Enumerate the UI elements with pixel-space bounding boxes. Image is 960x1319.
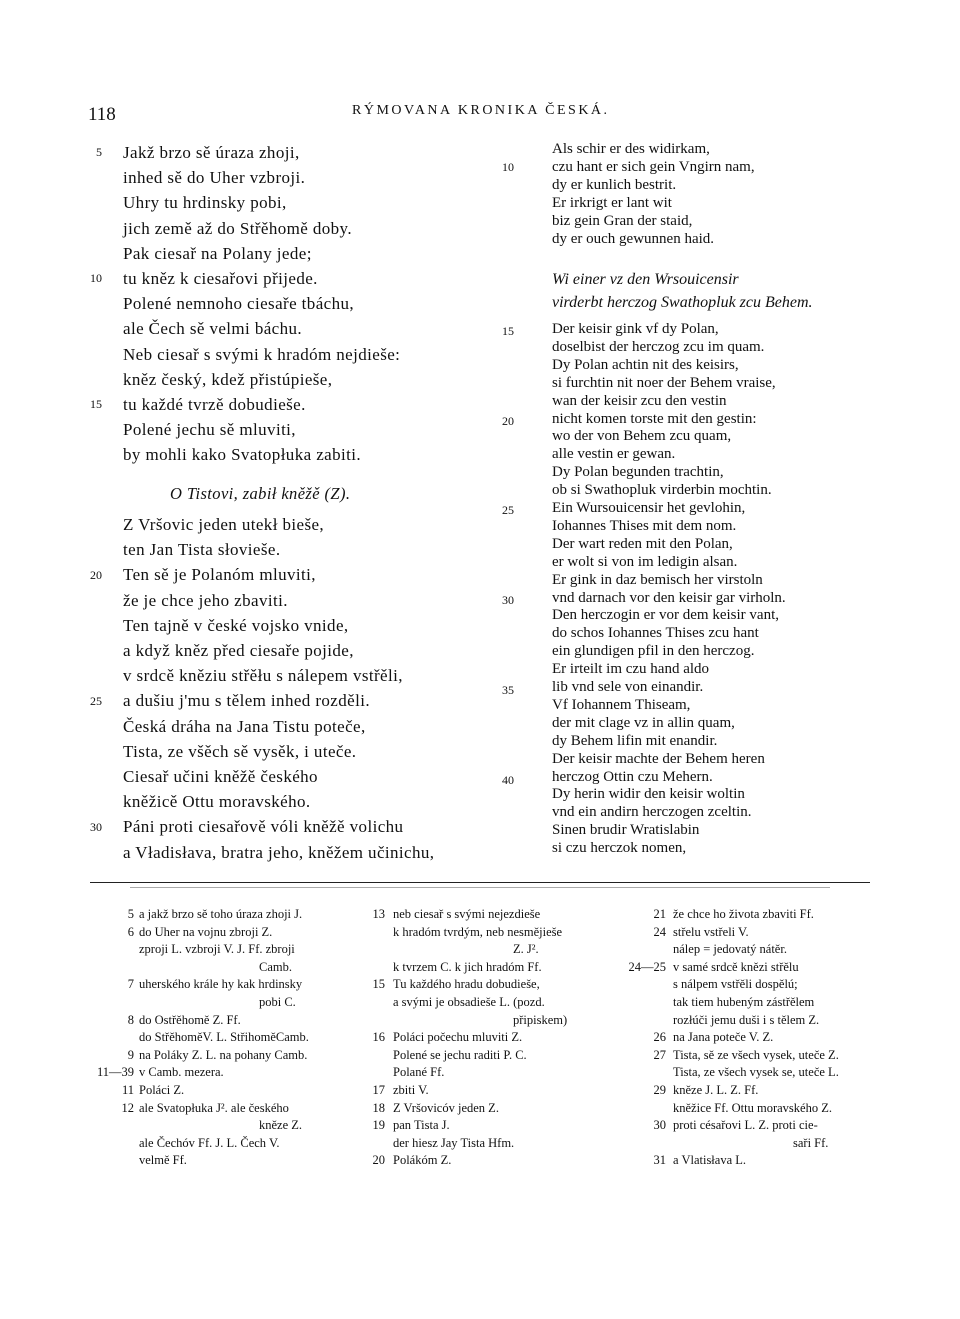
note-text: Tista, sě ze všech vysek, uteče Z. — [673, 1047, 839, 1062]
note-text: uherského krále hy kak hrdinsky — [139, 977, 303, 992]
note-text: a jakž brzo sě toho úraza zhoji J. — [139, 907, 303, 921]
german-verse-line: Dy Polan begunden trachtin, — [552, 464, 724, 481]
german-heading-line-1: Wi einer vz den Wrsouicensir — [552, 271, 739, 288]
czech-verse-line: kněžicě Ottu moravského. — [123, 792, 311, 812]
czech-verse-line: a Vładisłava, bratra jeho, kněžem učinichu, — [123, 842, 435, 862]
german-verse-line: Iohannes Thises mit dem nom. — [552, 517, 737, 534]
note-text: střelu vstřeli V. — [673, 924, 749, 939]
german-verse-line: Sinen brudir Wratislabin — [552, 822, 700, 839]
note-text: Tu každého hradu dobudieše, — [393, 977, 540, 992]
note-text: velmě Ff. — [139, 1153, 187, 1168]
note-line-number: 9 — [127, 1047, 134, 1062]
note-text: Polené se jechu raditi P. C. — [393, 1047, 527, 1062]
german-verse-line: czu hant er sich gein Vngirn nam, — [552, 159, 755, 175]
czech-verse-line: a dušiu j'mu s tělem inhed rozděli. — [123, 691, 370, 711]
czech-verse-line: Neb ciesař s svými k hradóm nejdieše: — [123, 344, 401, 364]
note-text: Camb. — [259, 959, 292, 974]
note-text: zbiti V. — [393, 1083, 429, 1097]
german-verse-line: alle vestin er gewan. — [552, 446, 676, 463]
note-text: v Camb. mezera. — [139, 1065, 224, 1080]
czech-verse-line: jich země až do Střěhomě doby. — [123, 218, 352, 238]
note-text: Polákóm Z. — [393, 1153, 452, 1168]
note-line-number: 31 — [653, 1153, 666, 1168]
czech-verse-line: ale Čech sě velmi báchu. — [123, 319, 303, 339]
czech-verse-line: by mohli kako Svatopłuka zabiti. — [123, 445, 362, 465]
czech-verse-line: že je chce jeho zbaviti. — [123, 590, 288, 610]
note-text: ale Svatopłuka J². ale českého — [139, 1100, 289, 1115]
note-line-number: 7 — [127, 977, 134, 992]
german-verse-line: wo der von Behem zcu quam, — [552, 428, 732, 445]
german-verse-line: ob si Swathopluk virderbin mochtin. — [552, 482, 772, 499]
czech-verse-line: Polené jechu sě mluviti, — [123, 420, 296, 440]
german-verse-line: vnd darnach vor den keisir gar virholn. — [552, 589, 786, 606]
note-line-number: 20 — [372, 1153, 385, 1168]
note-text: Z Vršovicóv jeden Z. — [393, 1100, 499, 1115]
german-line-number: 40 — [502, 773, 514, 787]
note-line-number: 5 — [127, 907, 134, 921]
note-line-number: 13 — [372, 907, 385, 921]
german-verse-line: ein glundigen pfil in den herczog. — [552, 643, 755, 660]
note-text: do StřěhoměV. L. StřihoměCamb. — [139, 1030, 309, 1045]
page-number: 118 — [88, 104, 116, 125]
note-text: a svými je obsadieše L. (pozd. — [393, 995, 545, 1009]
note-line-number: 16 — [372, 1030, 385, 1045]
german-verse-line: dy er kunlich bestrit. — [552, 177, 677, 193]
note-text: Z. J². — [513, 942, 539, 957]
note-text: der hiesz Jay Tista Hfm. — [393, 1135, 515, 1150]
note-text: proti césařovi L. Z. proti cie- — [673, 1118, 818, 1133]
czech-line-number: 30 — [90, 820, 102, 834]
german-verse-line: vnd ein andirn herczogen zceltin. — [552, 804, 752, 821]
german-verse-line: er wolt si von im ledigin alsan. — [552, 553, 738, 570]
german-verse-line: Der keisir gink vf dy Polan, — [552, 321, 719, 337]
note-text: v samé srdcě knězi střělu — [673, 959, 799, 974]
note-text: neb ciesař s svými nejezdieše — [393, 907, 541, 921]
german-verse-line: si furchtin nit noer der Behem vraise, — [552, 374, 776, 391]
czech-verse-line: ten Jan Tista słovieše. — [123, 540, 281, 560]
note-line-number: 24—25 — [628, 959, 666, 974]
note-text: Polané Ff. — [393, 1065, 445, 1080]
note-text: Poláci počechu mluviti Z. — [393, 1030, 523, 1045]
note-line-number: 26 — [653, 1030, 666, 1045]
czech-line-number: 15 — [90, 397, 102, 411]
czech-heading: O Tistovi, zabił kněžě (Z). — [170, 484, 351, 503]
czech-verse-line: Z Vršovic jeden utekł bieše, — [123, 515, 325, 534]
note-line-number: 27 — [653, 1047, 666, 1062]
running-title: RÝMOVANA KRONIKA ČESKÁ. — [352, 103, 610, 118]
note-line-number: 24 — [653, 924, 666, 939]
czech-verse-line: Pak ciesař na Polany jede; — [123, 243, 312, 263]
notes-separator — [90, 882, 870, 883]
german-verse-line: Er irteilt im czu hand aldo — [552, 661, 710, 678]
german-verse-line: Dy herin widir den keisir woltin — [552, 786, 745, 803]
german-line-number: 20 — [502, 414, 514, 428]
czech-verse-line: kněz český, kdež přistúpieše, — [123, 369, 333, 389]
german-verse-line: doselbist der herczog zcu im quam. — [552, 338, 765, 355]
german-verse-line: dy Behem lifin mit enandir. — [552, 732, 718, 749]
note-text: Poláci Z. — [139, 1083, 185, 1097]
czech-line-number: 20 — [90, 568, 102, 582]
german-verse-line: si czu herczok nomen, — [552, 840, 687, 857]
german-verse-line: Den herczogin er vor dem keisir vant, — [552, 607, 779, 624]
note-text: ale Čechóv Ff. J. L. Čech V. — [139, 1135, 280, 1150]
czech-verse-line: Ten tajně v české vojsko vnide, — [123, 615, 349, 635]
german-verse-line: wan der keisir zcu den vestin — [552, 392, 727, 409]
czech-verse-line: Ten sě je Polanóm mluviti, — [123, 565, 316, 585]
german-line-number: 25 — [502, 503, 514, 517]
note-line-number: 11—39 — [96, 1065, 134, 1080]
german-verse-line: Vf Iohannem Thiseam, — [552, 696, 691, 713]
czech-verse-line: Páni proti ciesařově vóli kněžě volichu — [123, 817, 404, 837]
note-text: připiskem) — [513, 1012, 568, 1027]
german-verse-line: Der keisir machte der Behem heren — [552, 750, 765, 767]
note-line-number: 8 — [127, 1012, 134, 1027]
german-line-number: 15 — [502, 324, 514, 338]
note-text: k tvrzem C. k jich hradóm Ff. — [393, 959, 542, 974]
german-verse-line: lib vnd sele von einandir. — [552, 679, 704, 695]
note-line-number: 15 — [372, 977, 385, 992]
czech-line-number: 10 — [90, 271, 102, 285]
note-text: že chce ho života zbaviti Ff. — [673, 907, 814, 921]
german-verse-line: Er irkrigt er lant wit — [552, 195, 672, 211]
notes-separator-faint — [130, 887, 830, 888]
note-text: kněze Z. — [259, 1118, 303, 1133]
czech-verse-line: Uhry tu hrdinsky pobi, — [123, 193, 287, 213]
note-text: Tista, ze všech vysek se, uteče L. — [673, 1065, 839, 1080]
note-text: pan Tista J. — [393, 1118, 450, 1133]
note-text: saři Ff. — [793, 1135, 829, 1150]
german-verse-line: dy er ouch gewunnen haid. — [552, 231, 715, 247]
czech-verse-line: Ciesař učini kněžě českého — [123, 767, 318, 786]
note-line-number: 30 — [653, 1118, 666, 1133]
note-text: nálep = jedovatý nátěr. — [673, 942, 787, 957]
czech-verse-line: Tista, ze všěch sě vysěk, i uteče. — [123, 741, 357, 761]
czech-line-number: 25 — [90, 694, 102, 708]
german-verse-line: Er gink in daz bemisch her virstoln — [552, 571, 763, 588]
german-heading-line-2: virderbt herczog Swathopluk zcu Behem. — [552, 294, 813, 311]
note-text: na Poláky Z. L. na pohany Camb. — [139, 1047, 308, 1062]
czech-verse-line: inhed sě do Uher vzbroji. — [123, 168, 306, 188]
note-line-number: 18 — [372, 1100, 385, 1115]
note-text: a Vlatisłava L. — [673, 1153, 747, 1168]
german-verse-line: herczog Ottin czu Mehern. — [552, 768, 713, 785]
german-line-number: 35 — [502, 683, 514, 697]
note-line-number: 21 — [653, 907, 666, 921]
note-line-number: 6 — [127, 924, 134, 939]
german-verse-line: Ein Wursouicensir het gevlohin, — [552, 500, 746, 516]
german-line-number: 30 — [502, 593, 514, 607]
note-text: na Jana poteče V. Z. — [673, 1030, 774, 1045]
german-verse-line: der mit clage vz in allin quam, — [552, 714, 735, 731]
czech-verse-line: Jakž brzo sě úraza zhoji, — [123, 143, 300, 162]
german-verse-line: biz gein Gran der staid, — [552, 213, 693, 229]
german-verse-line: Als schir er des widirkam, — [552, 141, 710, 157]
note-line-number: 29 — [653, 1083, 666, 1097]
note-text: do Ostřěhomě Z. Ff. — [139, 1012, 241, 1027]
czech-verse-line: tu každé tvrzě dobudieše. — [123, 395, 306, 414]
czech-verse-line: a když kněz před ciesaře pojide, — [123, 641, 354, 660]
german-line-number: 10 — [502, 160, 514, 174]
note-text: pobi C. — [259, 995, 296, 1009]
czech-verse-line: tu kněz k ciesařovi přijede. — [123, 269, 318, 288]
german-verse-line: do schos Iohannes Thises zcu hant — [552, 625, 759, 642]
german-verse-line: Dy Polan achtin nit des keisirs, — [552, 356, 739, 373]
note-text: s nálpem vstřěli dospělú; — [673, 977, 798, 992]
note-text: kněžice Ff. Ottu moravského Z. — [673, 1100, 832, 1115]
note-text: tak tiem hubeným zástřělem — [673, 995, 815, 1009]
czech-line-number: 5 — [96, 145, 102, 159]
note-text: zproji L. vzbroji V. J. Ff. zbroji — [139, 942, 295, 957]
note-line-number: 11 — [121, 1083, 134, 1097]
note-text: do Uher na vojnu zbroji Z. — [139, 924, 273, 939]
czech-verse-line: Česká dráha na Jana Tistu poteče, — [123, 716, 366, 736]
german-verse-line: Der wart reden mit den Polan, — [552, 535, 733, 552]
czech-verse-line: Polené nemnoho ciesaře tbáchu, — [123, 294, 355, 314]
note-line-number: 12 — [121, 1100, 134, 1115]
czech-verse-line: v srdcě kněziu střěłu s nálepem vstřěli, — [123, 666, 403, 686]
note-line-number: 17 — [372, 1083, 385, 1097]
note-text: k hradóm tvrdým, neb nesmějieše — [393, 924, 563, 939]
note-line-number: 19 — [372, 1118, 385, 1133]
note-text: kněze J. L. Z. Ff. — [673, 1083, 759, 1097]
german-verse-line: nicht komen torste mit den gestin: — [552, 410, 757, 427]
note-text: rozłúči jemu duši i s tělem Z. — [673, 1012, 820, 1027]
